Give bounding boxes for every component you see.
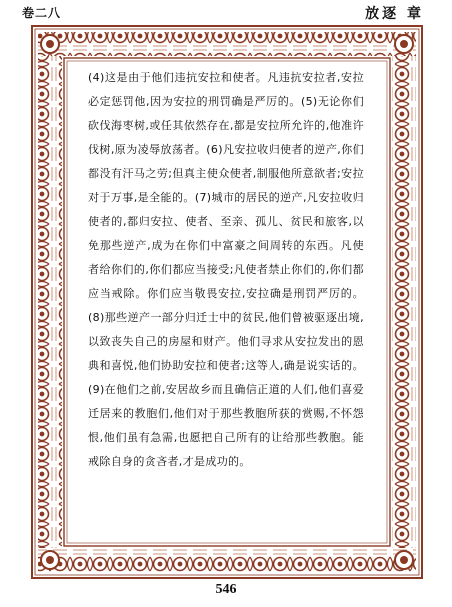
body-text — [88, 66, 364, 474]
body-paragraph: (4)这是由于他们违抗安拉和使者。凡违抗安拉者,安拉必定惩罚他,因为安拉的刑罚确是严厉的。(5)无论你们砍伐海枣树,或任其依然存在,都是安拉所允许的,他准许伐树,原为凌辱放荡者。(6)凡安拉收归使者的逆产,你们都没有汗马之劳;但真主使众使者,制服他所意欲者;安拉对于万事,是全能的。(7)城市的居民的逆产,凡安拉收归使者的,都归安拉、使者、至亲、孤儿、贫民和旅客,以免那些逆产,成为在你们中富豪之间周转的东西。凡使者给你们的,你们都应当接受;凡使者禁止你们的,你们都应当戒除。你们应当敬畏安拉,安拉确是刑罚严厉的。(8)那些逆产一部分归迁士中的贫民,他们曾被驱逐出境,以致丧失自己的房屋和财产。他们寻求从安拉发出的恩典和喜悦,他们协助安拉和使者;这等人,确是说实话的。(9)在他们之前,安居故乡而且确信正道的人们,他们喜爱迁居来的教胞们,他们对于那些教胞所获的赏赐,不怀怨恨,他们虽有急需,也愿把自己所有的让给那些教胞。能戒除自身的贪吝者,才是成功的。 — [88, 71, 364, 468]
chapter-title: 放逐 章 — [365, 6, 424, 22]
chapter-number: 卷二八 — [22, 6, 62, 20]
page-number: 546 — [215, 582, 237, 597]
